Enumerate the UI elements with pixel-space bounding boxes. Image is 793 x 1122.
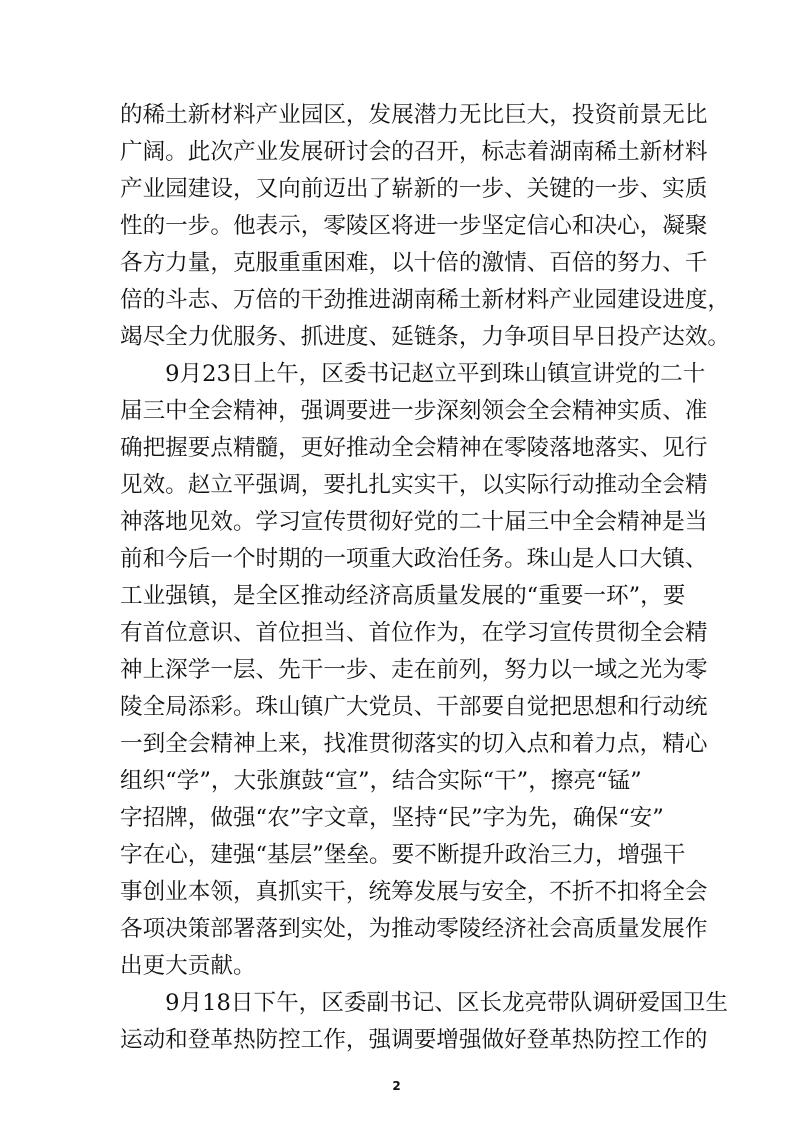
text-line: 9月18日下午，区委副书记、区长龙亮带队调研爱国卫生 (120, 990, 728, 1016)
text-line: 陵全局添彩。珠山镇广大党员、干部要自觉把思想和行动统 (120, 694, 708, 720)
text-line: 倍的斗志、万倍的干劲推进湖南稀土新材料产业园建设进度， (120, 287, 731, 313)
text-line: 见效。赵立平强调，要扎扎实实干，以实际行动推动全会精 (120, 472, 708, 498)
text-line: 字在心，建强“基层”堡垒。要不断提升政治三力，增强干 (120, 842, 686, 868)
text-line: 前和今后一个时期的一项重大政治任务。珠山是人口大镇、 (120, 546, 708, 572)
text-line: 一到全会精神上来，找准贯彻落实的切入点和着力点，精心 (120, 731, 708, 757)
text-line: 工业强镇，是全区推动经济高质量发展的“重要一环”，要 (120, 583, 686, 609)
text-line: 神落地见效。学习宣传贯彻好党的二十届三中全会精神是当 (120, 509, 708, 535)
text-line: 运动和登革热防控工作，强调要增强做好登革热防控工作的 (120, 1027, 708, 1053)
text-line: 组织“学”，大张旗鼓“宣”，结合实际“干”，擦亮“锰” (120, 768, 642, 794)
text-line: 神上深学一层、先干一步、走在前列，努力以一域之光为零 (120, 657, 708, 683)
text-line: 的稀土新材料产业园区，发展潜力无比巨大，投资前景无比 (120, 102, 708, 128)
text-line: 各项决策部署落到实处，为推动零陵经济社会高质量发展作 (120, 916, 708, 942)
page-number: 2 (392, 1079, 401, 1093)
text-line: 字招牌，做强“农”字文章，坚持“民”字为先，确保“安” (120, 805, 664, 831)
text-line: 竭尽全力优服务、抓进度、延链条，力争项目早日投产达效。 (120, 324, 731, 350)
text-line: 产业园建设，又向前迈出了崭新的一步、关键的一步、实质 (120, 176, 708, 202)
text-line: 广阔。此次产业发展研讨会的召开，标志着湖南稀土新材料 (120, 139, 708, 165)
text-line: 确把握要点精髓，更好推动全会精神在零陵落地落实、见行 (120, 435, 708, 461)
text-line: 届三中全会精神，强调要进一步深刻领会全会精神实质、准 (120, 398, 708, 424)
text-line: 9月23日上午，区委书记赵立平到珠山镇宣讲党的二十 (120, 361, 706, 387)
text-line: 出更大贡献。 (120, 953, 256, 979)
text-line: 各方力量，克服重重困难，以十倍的激情、百倍的努力、千 (120, 250, 708, 276)
text-line: 性的一步。他表示，零陵区将进一步坚定信心和决心，凝聚 (120, 213, 708, 239)
text-line: 事创业本领，真抓实干，统筹发展与安全，不折不扣将全会 (120, 879, 708, 905)
text-line: 有首位意识、首位担当、首位作为，在学习宣传贯彻全会精 (120, 620, 708, 646)
